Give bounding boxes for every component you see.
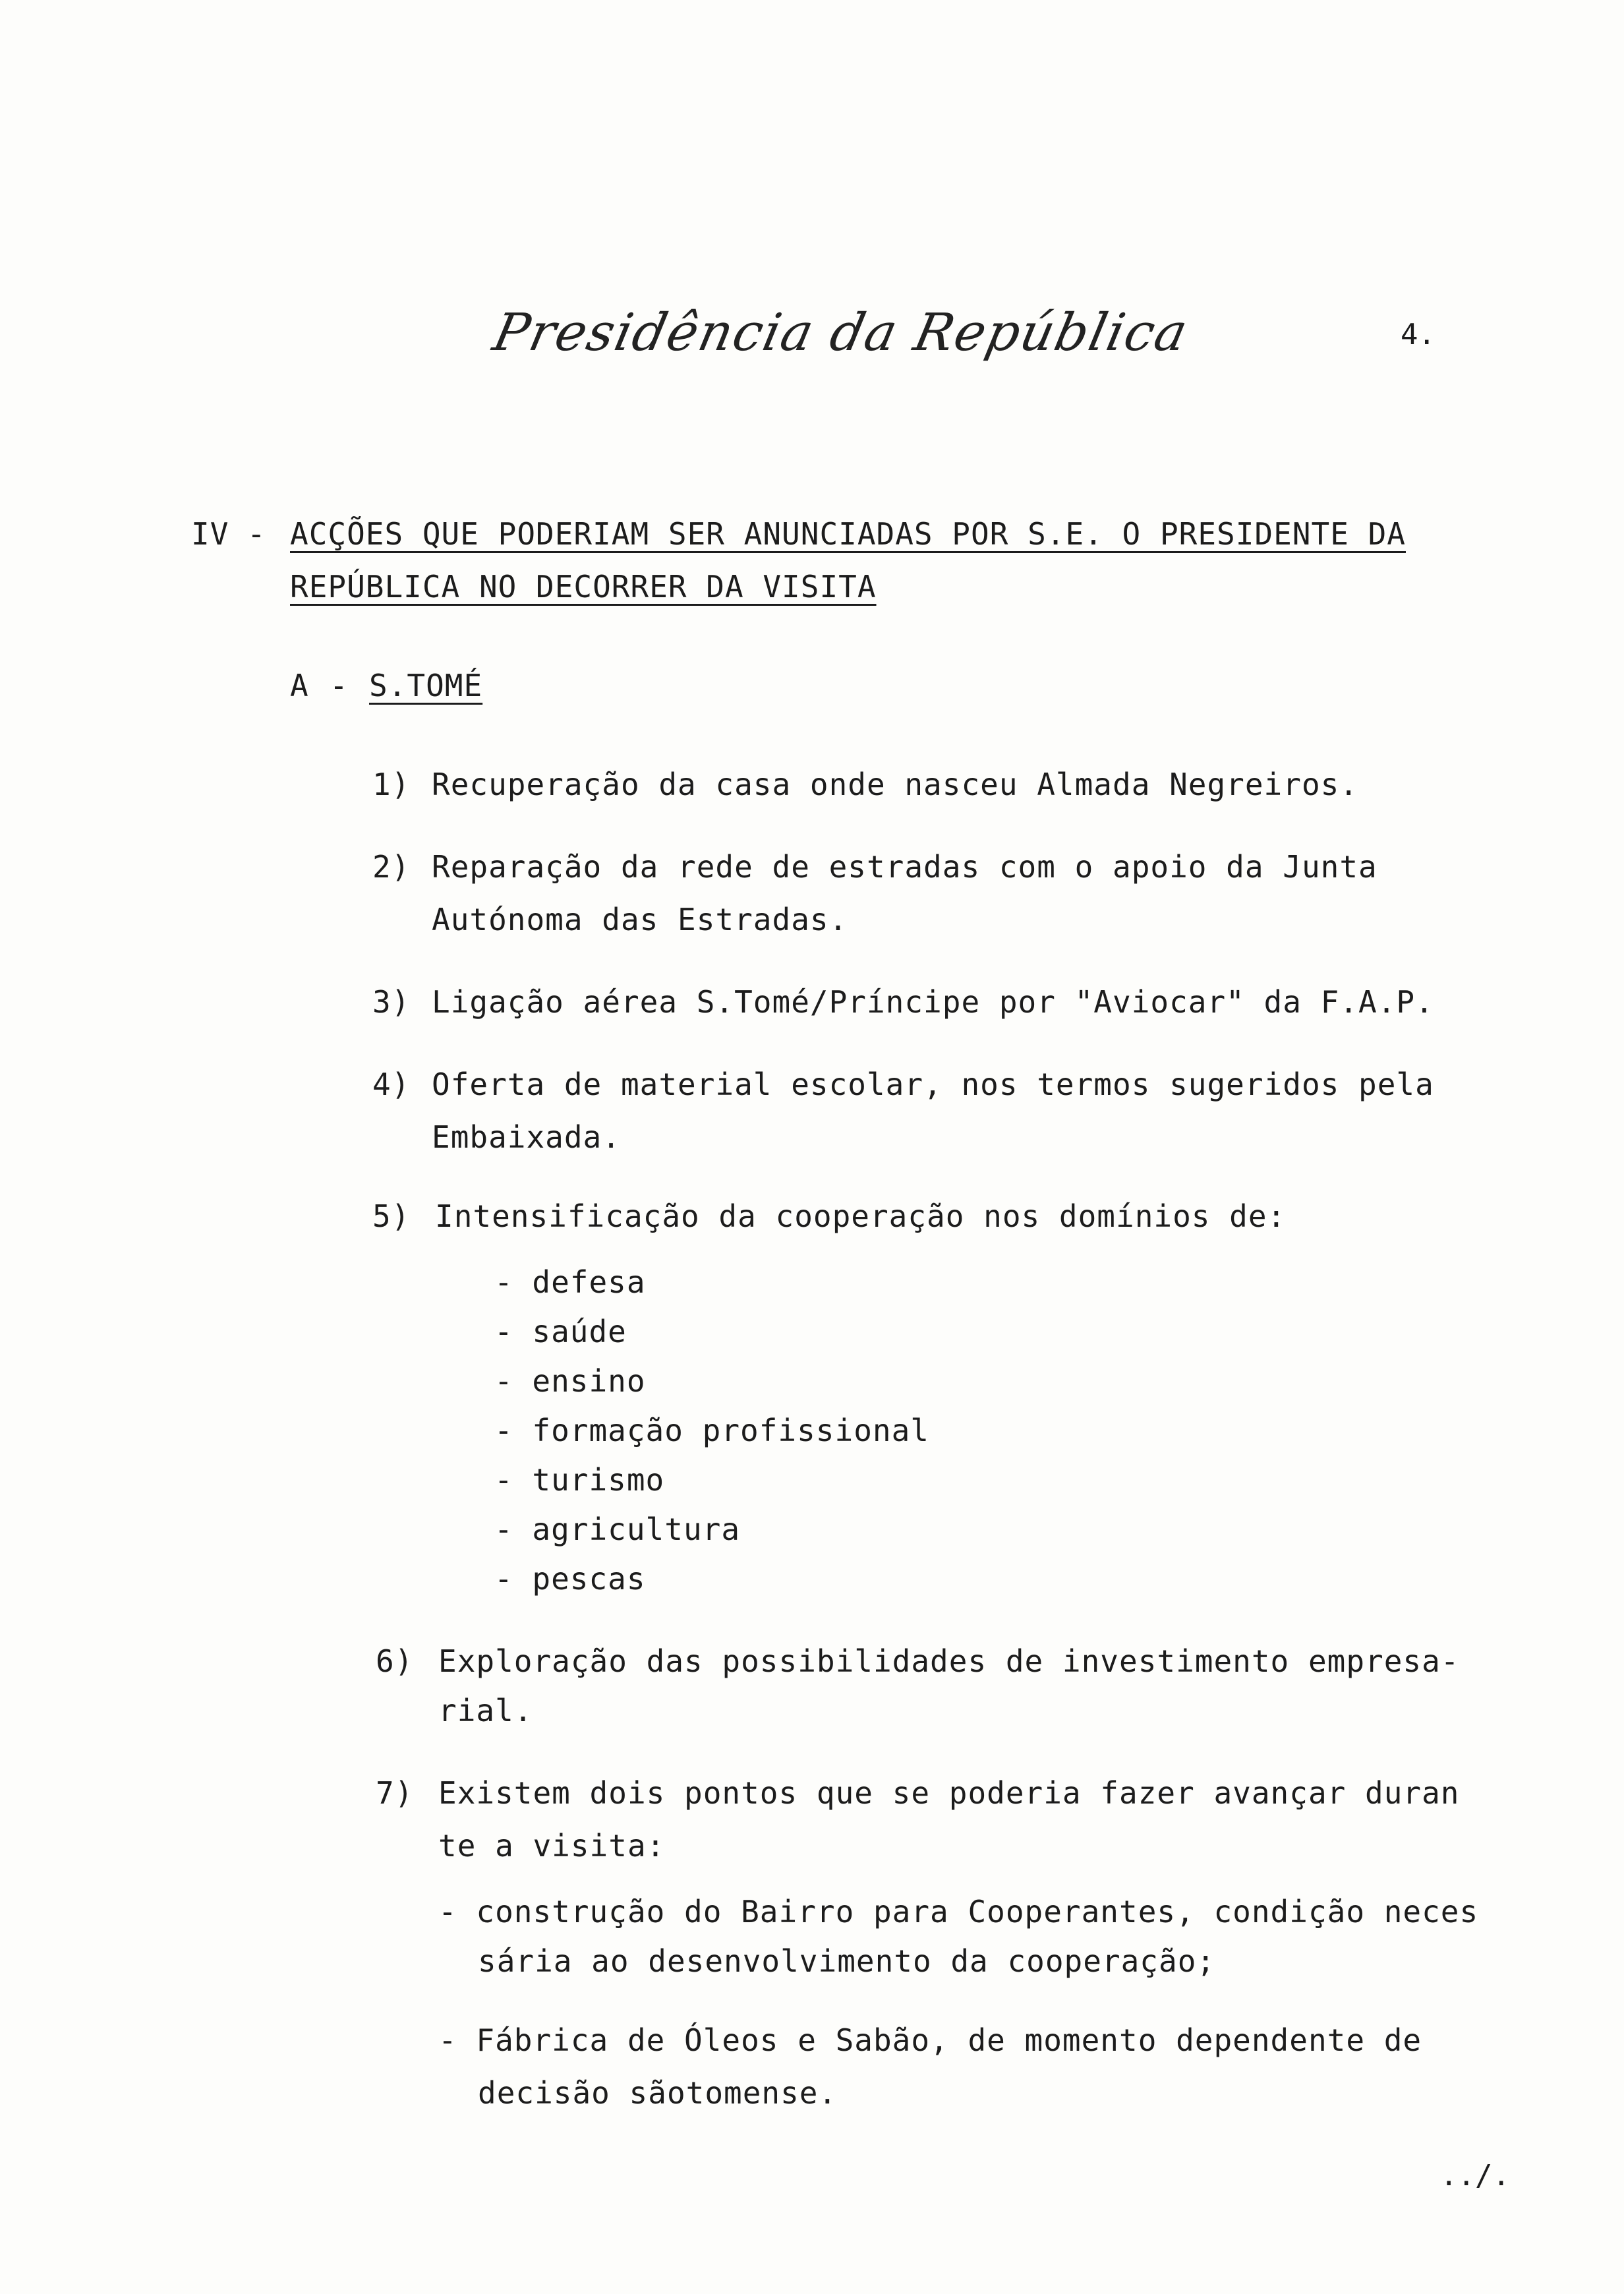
section-title-line1: ACÇÕES QUE PODERIAM SER ANUNCIADAS POR S.E. O PRESIDENTE DA	[290, 516, 1406, 552]
item-text: Ligação aérea S.Tomé/Príncipe por "Aviocar" da F.A.P.	[432, 984, 1434, 1020]
section-dash: -	[247, 516, 266, 552]
subsection-letter: A	[290, 668, 309, 703]
domain-item: - pescas	[494, 1561, 646, 1597]
domain-item: - defesa	[494, 1264, 646, 1300]
domain-item: - turismo	[494, 1462, 665, 1498]
point-text: - construção do Bairro para Cooperantes, condição neces	[438, 1894, 1479, 1929]
item-number: 7)	[376, 1775, 414, 1811]
subsection-dash: -	[330, 668, 349, 703]
letterhead: Presidência da República	[488, 303, 1194, 363]
item-text: Recuperação da casa onde nasceu Almada Negreiros.	[432, 767, 1359, 802]
item-text: rial.	[438, 1693, 533, 1728]
point-text: - Fábrica de Óleos e Sabão, de momento dependente de	[438, 2022, 1422, 2058]
page-number: 4.	[1401, 318, 1436, 351]
domain-item: - saúde	[494, 1314, 627, 1349]
item-text: Intensificação da cooperação nos domínios de:	[435, 1198, 1287, 1234]
item-text: Reparação da rede de estradas com o apoio da Junta	[432, 849, 1378, 885]
domain-item: - ensino	[494, 1363, 646, 1399]
item-number: 5)	[372, 1198, 411, 1234]
item-text: te a visita:	[438, 1828, 666, 1864]
section-numeral: IV	[191, 516, 229, 552]
continuation-mark: ../.	[1440, 2159, 1510, 2192]
section-title-line2: REPÚBLICA NO DECORRER DA VISITA	[290, 569, 877, 604]
item-number: 6)	[376, 1643, 414, 1679]
point-text: sária ao desenvolvimento da cooperação;	[478, 1943, 1216, 1979]
item-text: Existem dois pontos que se poderia fazer avançar duran	[438, 1775, 1460, 1811]
item-text: Embaixada.	[432, 1119, 621, 1155]
domain-item: - agricultura	[494, 1512, 741, 1547]
domain-item: - formação profissional	[494, 1413, 929, 1448]
point-text: decisão sãotomense.	[478, 2075, 838, 2111]
item-text: Oferta de material escolar, nos termos sugeridos pela	[432, 1067, 1434, 1102]
item-text: Exploração das possibilidades de investimento empresa-	[438, 1643, 1460, 1679]
item-number: 1)	[372, 767, 411, 802]
item-number: 4)	[372, 1067, 411, 1102]
subsection-title: S.TOMÉ	[369, 668, 483, 703]
item-number: 3)	[372, 984, 411, 1020]
item-number: 2)	[372, 849, 411, 885]
item-text: Autónoma das Estradas.	[432, 902, 848, 937]
